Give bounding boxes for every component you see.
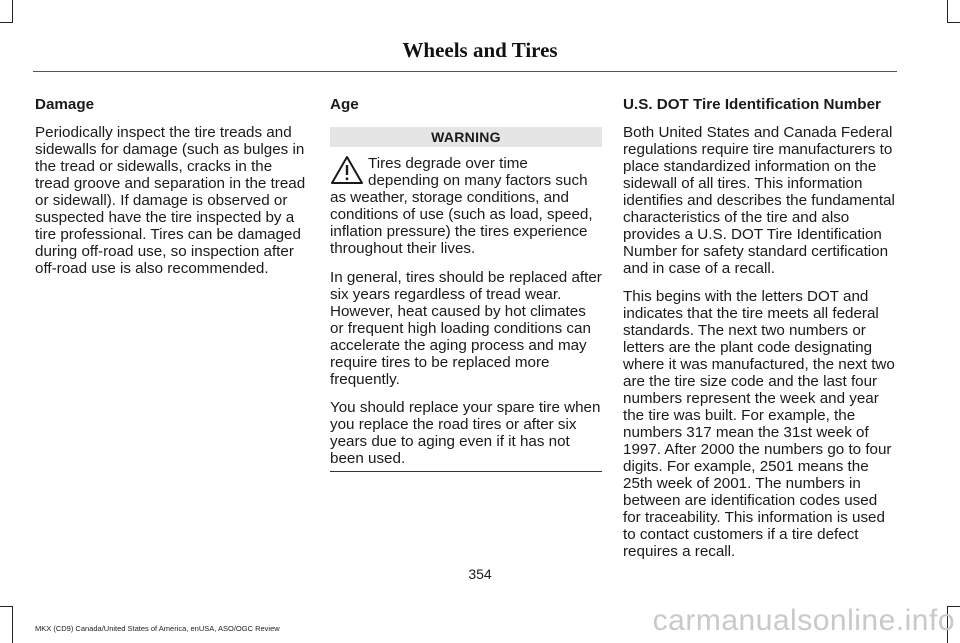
warning-text: Tires degrade over time depending on many factors such as weather, storage conditions, and conditions of use (such as load, speed, inflation pressure) the tires experience throughout their lives. <box>330 155 593 257</box>
damage-paragraph: Periodically inspect the tire treads and sidewalls for damage (such as bulges in the tread or sidewalls, cracks in the tread groove and separation in the tread or sidewall). If damage is observed or suspected have the tire inspected by a tire professional. Tires can be damaged during off-road use, so inspection after off-road use is also recommended. <box>35 124 306 277</box>
crop-mark-top-left-v <box>12 0 13 22</box>
crop-mark-top-right-h <box>947 22 960 23</box>
dot-paragraph-1: Both United States and Canada Federal regulations require tire manufacturers to place standardized information on the sidewall of all tires. This information identifies and describes the fundamental characteristics of the tire and also provides a U.S. DOT Tire Identification Number for safety standard certification and in case of a recall. <box>623 124 895 277</box>
watermark: carmanualsonline.info <box>652 604 955 637</box>
header-rule <box>33 71 897 72</box>
dot-column <box>623 96 897 571</box>
age-paragraph-1: In general, tires should be replaced after six years regardless of tread wear. However, heat caused by hot climates or frequent high loading conditions can accelerate the aging process and may require tires to be replaced more frequently. <box>330 269 602 388</box>
dot-heading: U.S. DOT Tire Identification Number <box>623 96 881 113</box>
crop-mark-top-right-v <box>947 0 948 22</box>
warning-label: WARNING <box>330 127 602 147</box>
crop-mark-top-left-h <box>0 22 13 23</box>
dot-paragraph-2: This begins with the letters DOT and indicates that the tire meets all federal standards. The next two numbers or letters are the plant code designating where it was manufactured, the next two are the tire size code and the last four numbers represent the week and year the tire was built. For example, the numbers 317 mean the 31st week of 1997. After 2000 the numbers go to four digits. For example, 2501 means the 25th week of 2001. The numbers in between are identification codes used for traceability. This information is used to contact customers if a tire defect requires a recall. <box>623 288 895 560</box>
damage-heading: Damage <box>35 96 95 113</box>
footer-text: MKX (CD9) Canada/United States of America, enUSA, ASO/OGC Review <box>35 624 280 633</box>
section-end-rule <box>330 471 602 472</box>
warning-block <box>330 155 602 257</box>
page-title: Wheels and Tires <box>402 38 558 62</box>
age-heading: Age <box>330 96 359 113</box>
crop-mark-bottom-left-h <box>0 606 13 607</box>
age-paragraph-2: You should replace your spare tire when you replace the road tires or after six years due to aging even if it has not been used. <box>330 399 601 467</box>
crop-mark-bottom-left-v <box>12 606 13 643</box>
damage-column <box>35 96 307 288</box>
page-number: 354 <box>468 566 492 582</box>
warning-triangle-icon <box>330 155 364 185</box>
age-column <box>330 96 602 472</box>
